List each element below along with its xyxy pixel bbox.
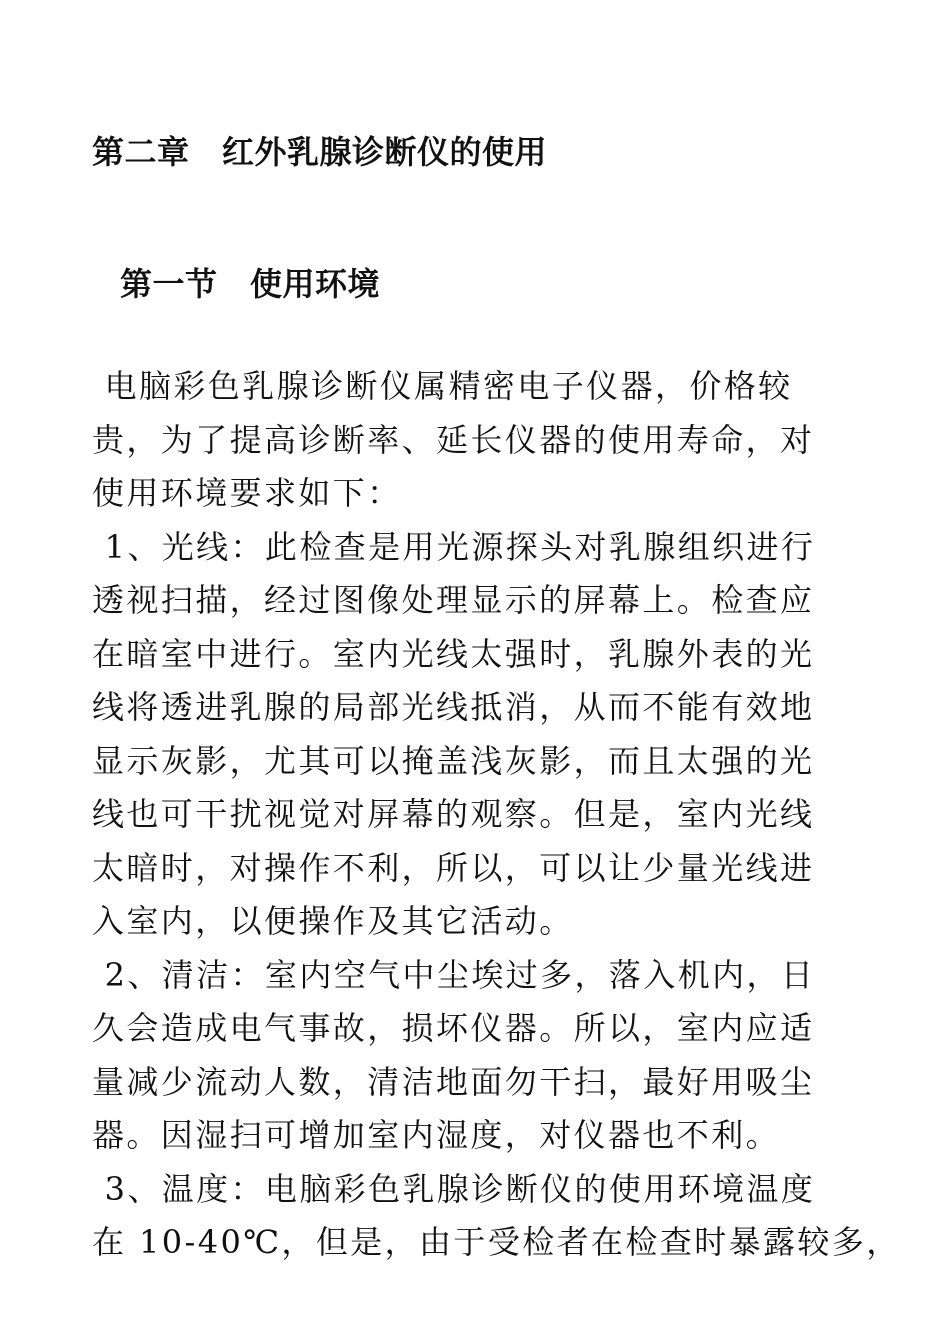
text-line: 在暗室中进行。室内光线太强时，乳腺外表的光	[92, 634, 815, 673]
text-line: 使用环境要求如下：	[92, 474, 402, 512]
text-line: 3、温度：电脑彩色乳腺诊断仪的使用环境温度	[92, 1169, 816, 1208]
text-line: 线将透进乳腺的局部光线抵消，从而不能有效地	[92, 688, 815, 726]
text-line: 久会造成电气事故，损坏仪器。所以，室内应适	[92, 1009, 815, 1047]
chapter-title: 第二章 红外乳腺诊断仪的使用	[92, 133, 548, 171]
text-line: 器。因湿扫可增加室内湿度，对仪器也不利。	[92, 1116, 781, 1154]
body-text	[92, 360, 901, 1270]
text-line: 2、清洁：室内空气中尘埃过多，落入机内，日	[92, 955, 816, 994]
text-line: 电脑彩色乳腺诊断仪属精密电子仪器，价格较	[92, 367, 793, 405]
text-line: 量减少流动人数，清洁地面勿干扫，最好用吸尘	[92, 1062, 815, 1101]
text-line: 1、光线：此检查是用光源探头对乳腺组织进行	[92, 527, 816, 566]
text-line: 入室内，以便操作及其它活动。	[92, 902, 574, 940]
text-line: 太暗时，对操作不利，所以，可以让少量光线进	[92, 848, 815, 887]
text-line: 线也可干扰视觉对屏幕的观察。但是，室内光线	[92, 795, 815, 833]
text-line: 显示灰影，尤其可以掩盖浅灰影，而且太强的光	[92, 741, 815, 780]
section-title: 第一节 使用环境	[120, 265, 381, 303]
text-line: 在 10-40℃，但是，由于受检者在检查时暴露较多，	[92, 1223, 901, 1261]
text-line: 贵，为了提高诊断率、延长仪器的使用寿命，对	[92, 420, 815, 459]
text-line: 透视扫描，经过图像处理显示的屏幕上。检查应	[92, 581, 815, 619]
